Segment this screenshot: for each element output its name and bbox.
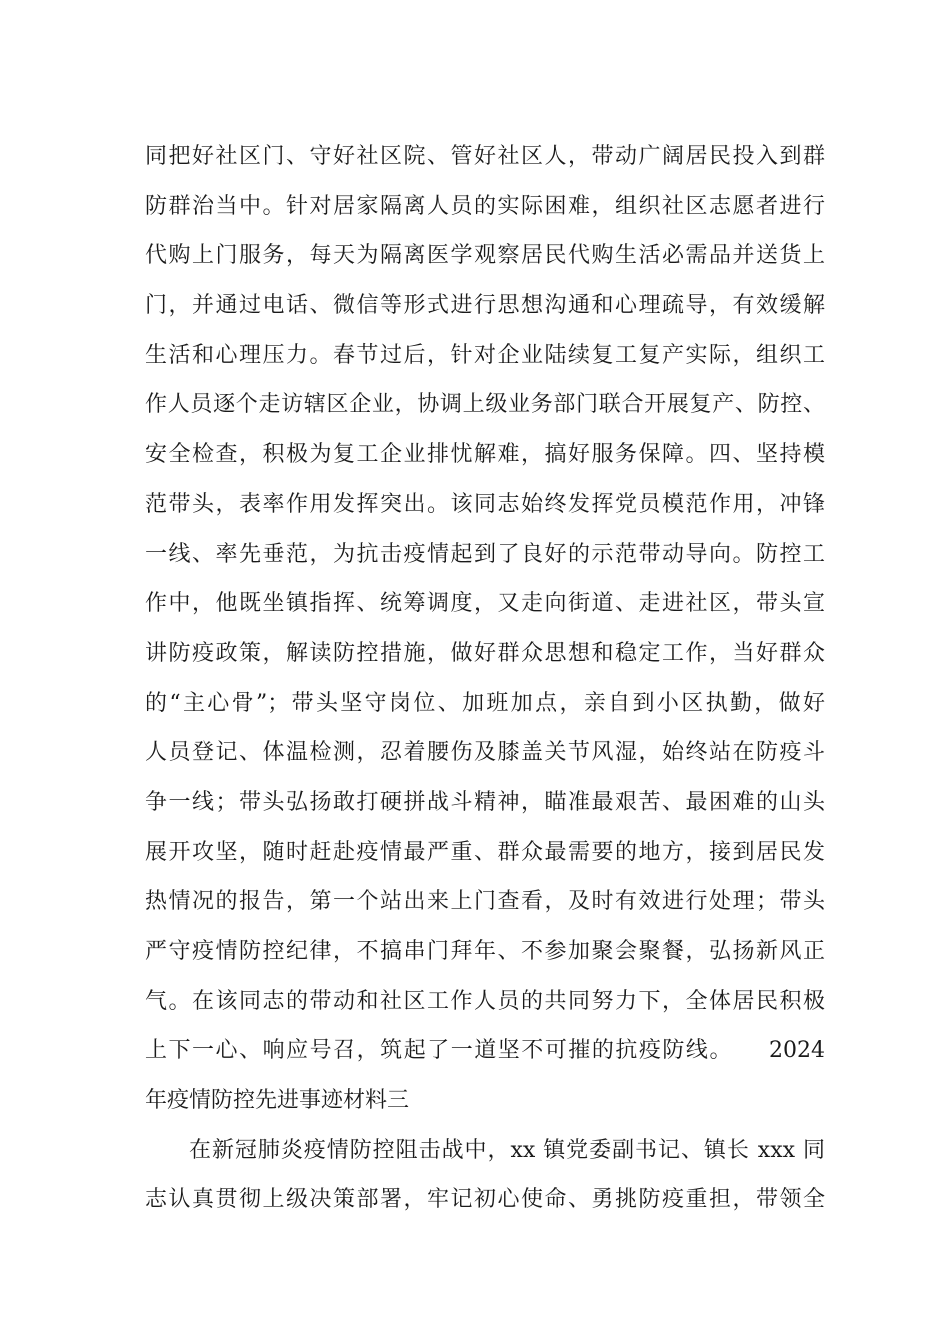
text-line: 安全检查，积极为复工企业排忧解难，搞好服务保障。四、坚持模	[145, 442, 825, 468]
text-line: 一线、率先垂范，为抗击疫情起到了良好的示范带动导向。防控工	[145, 541, 825, 567]
text-line: 防群治当中。针对居家隔离人员的实际困难，组织社区志愿者进行	[145, 193, 825, 219]
text-line: 展开攻坚，随时赶赴疫情最严重、群众最需要的地方，接到居民发	[145, 839, 825, 865]
text-line: 讲防疫政策，解读防控措施，做好群众思想和稳定工作，当好群众	[145, 640, 825, 666]
text-line: 志认真贯彻上级决策部署，牢记初心使命、勇挑防疫重担，带领全	[145, 1187, 825, 1213]
text-line: 范带头，表率作用发挥突出。该同志始终发挥党员模范作用，冲锋	[145, 491, 825, 517]
text-line: 严守疫情防控纪律，不搞串门拜年、不参加聚会聚餐，弘扬新风正	[145, 939, 825, 964]
text-line: 上下一心、响应号召，筑起了一道坚不可摧的抗疫防线。 2024	[145, 1038, 825, 1064]
text-line: 争一线；带头弘扬敢打硬拼战斗精神，瞄准最艰苦、最困难的山头	[145, 789, 825, 815]
text-line: 人员登记、体温检测，忍着腰伤及膝盖关节风湿，始终站在防疫斗	[145, 740, 825, 766]
body-text	[145, 132, 825, 1225]
section-title-line: 年疫情防控先进事迹材料三	[145, 1088, 410, 1114]
text-line: 的“主心骨”；带头坚守岗位、加班加点，亲自到小区执勤，做好	[145, 690, 825, 716]
text-line: 门，并通过电话、微信等形式进行思想沟通和心理疏导，有效缓解	[145, 293, 825, 319]
text-line: 热情况的报告，第一个站出来上门查看，及时有效进行处理；带头	[145, 889, 825, 915]
text-line: 作人员逐个走访辖区企业，协调上级业务部门联合开展复产、防控、	[145, 392, 825, 418]
text-line: 生活和心理压力。春节过后，针对企业陆续复工复产实际，组织工	[145, 342, 825, 368]
text-line: 作中，他既坐镇指挥、统筹调度，又走向街道、走进社区，带头宣	[145, 591, 825, 617]
text-line: 同把好社区门、守好社区院、管好社区人，带动广阔居民投入到群	[145, 144, 825, 169]
text-line: 气。在该同志的带动和社区工作人员的共同努力下，全体居民积极	[145, 988, 825, 1014]
paragraph-start-line: 在新冠肺炎疫情防控阻击战中，xx 镇党委副书记、镇长 xxx 同	[189, 1137, 825, 1163]
text-line: 代购上门服务，每天为隔离医学观察居民代购生活必需品并送货上	[145, 243, 825, 269]
